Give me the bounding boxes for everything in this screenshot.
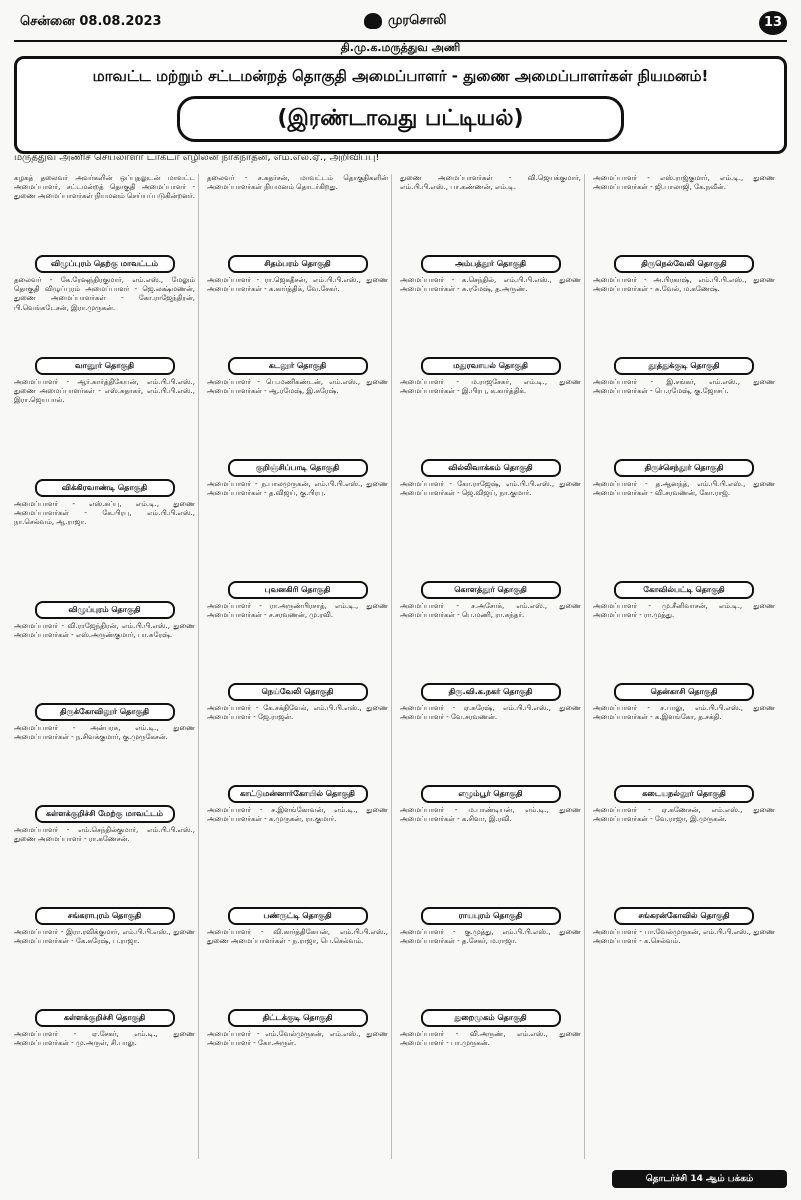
section-heading: குறிஞ்சிப்பாடி தொகுதி <box>228 459 368 477</box>
story-kicker: தி.மு.க.மருத்துவ அணி <box>340 41 461 54</box>
section-heading: கோவில்பட்டி தொகுதி <box>614 581 754 599</box>
section-body: அமைப்பாளர் - ரா.அருண்பிரசாத், எம்.டி., துணை அமைப்பாளர்கள் - ச.சரவணன், மு.ரவி. <box>207 602 388 620</box>
section-body: அமைப்பாளர் - க.செந்தில், எம்.பி.பி.எஸ்., துணை அமைப்பாளர்கள் - சு.ரமேஷ், த.அருண். <box>400 276 581 294</box>
section-body: அமைப்பாளர் - ஏ.சுரேஷ், எம்.பி.பி.எஸ்., துணை அமைப்பாளர் - வே.சரவணன். <box>400 704 581 722</box>
headline-line-2: (இரண்டாவது பட்டியல்) <box>177 96 624 142</box>
section-body: அமைப்பாளர் - வி.அருண், எம்.எஸ்., துணை அமைப்பாளர் - பா.முருகன். <box>400 1030 581 1048</box>
headline-line-1: மாவட்ட மற்றும் சட்டமன்றத் தொகுதி அமைப்பாளர் - துணை அமைப்பாளர்கள் நியமனம்! <box>92 67 709 85</box>
masthead-text: முரசொலி <box>388 13 447 28</box>
section-body: அமைப்பாளர் - ச.இளங்கோவன், எம்.டி., துணை அமைப்பாளர்கள் - க.முருகன், ரா.குமார். <box>207 806 388 824</box>
section-body: தலைவர் - கே.ரேஷந்திரகுமார், எம்.எஸ்., மேலும் தொகுதி விழுப்புரம் அமைப்பாளர் - ஜெ.லக்ஷ்மணன், துணை அமைப்பாளர்கள் - கோ.ராஜேந்திரன், பி.வெங்கடேசன், இரா.முருகன். <box>14 276 195 312</box>
section-heading: சங்கரன்கோவில் தொகுதி <box>614 907 754 925</box>
section-heading: திரு.வி.க.நகர் தொகுதி <box>421 683 561 701</box>
section-body: தலைவர் - ச.சுதர்சன், மாவட்டம் தொகுதிகளின் அமைப்பாளர்கள் நியமனம் தொடர்கிறது. <box>207 174 388 192</box>
page-header <box>14 8 787 42</box>
section-heading: துறைமுகம் தொகுதி <box>421 1009 561 1027</box>
section-body: அமைப்பாளர் - த.ஆனந்த், எம்.பி.பி.எஸ்., துணை அமைப்பாளர்கள் - வி.சரவணன், கோ.ராஜ். <box>593 480 775 498</box>
section-heading: ராயபுரம் தொகுதி <box>421 907 561 925</box>
section-heading: திட்டக்குடி தொகுதி <box>228 1009 368 1027</box>
section-heading: கடையநல்லூர் தொகுதி <box>614 785 754 803</box>
section-body: அமைப்பாளர் - ஏ.கணேசன், எம்.எஸ்., துணை அமைப்பாளர்கள் - வே.ராஜா, இ.முருகன். <box>593 806 775 824</box>
section-heading: வில்லிவாக்கம் தொகுதி <box>421 459 561 477</box>
intro-paragraph: கழகத் தலைவர் அவர்களின் ஒப்புதலுடன் மாவட்ட அமைப்பாளர், சட்டமன்றத் தொகுதி அமைப்பாளர் - துணை அமைப்பாளர்கள் நியமனம் செய்யப்படுகின்றனர். <box>14 174 195 201</box>
section-heading: சங்கராபுரம் தொகுதி <box>35 907 175 925</box>
section-heading: வானூர் தொகுதி <box>35 357 175 375</box>
section-body: அமைப்பாளர் - அ.பிரகாஷ், எம்.பி.பி.எஸ்., துணை அமைப்பாளர்கள் - சு.வேல், ம.கணேஷ். <box>593 276 775 294</box>
section-heading: எழும்பூர் தொகுதி <box>421 785 561 803</box>
column-4 <box>593 174 778 1159</box>
section-heading: கடலூர் தொகுதி <box>228 357 368 375</box>
section-body: அமைப்பாளர் - எம்.செந்தில்குமார், எம்.பி.பி.எஸ்., துணை அமைப்பாளர் - ரா.கணேசன். <box>14 826 195 844</box>
section-heading: சிதம்பரம் தொகுதி <box>228 255 368 273</box>
section-body: அமைப்பாளர் - ஏ.சேகர், எம்.டி., துணை அமைப்பாளர்கள் - மு.அருள், சி.பாலு. <box>14 1030 195 1048</box>
section-body: அமைப்பாளர் - ரா.ஜெகதீசன், எம்.பி.பி.எஸ்., துணை அமைப்பாளர்கள் - க.கார்த்திக், வே.சேகர். <box>207 276 388 294</box>
section-heading: நெய்வேலி தொகுதி <box>228 683 368 701</box>
article-columns <box>14 174 787 1159</box>
page-number: 13 <box>759 11 787 35</box>
masthead-logo-icon <box>364 13 382 29</box>
section-body: அமைப்பாளர் - கே.சக்திவேல், எம்.பி.பி.எஸ்., துணை அமைப்பாளர் - ஜே.ராஜன். <box>207 704 388 722</box>
section-body: அமைப்பாளர் - இ.சங்கர், எம்.எஸ்., துணை அமைப்பாளர்கள் - பெ.ரமேஷ், கு.ஜோசப். <box>593 378 775 396</box>
section-heading: புவனகிரி தொகுதி <box>228 581 368 599</box>
section-body: துணை அமைப்பாளர்கள் - வி.ஜெயக்குமார், எம்.பி.பி.எஸ்., பா.கண்ணன், எம்.டி. <box>400 174 581 192</box>
continue-notice: தொடர்ச்சி 14 ஆம் பக்கம் <box>612 1170 787 1188</box>
section-heading: பண்ருட்டி தொகுதி <box>228 907 368 925</box>
section-body: அமைப்பாளர் - ஆர்.கார்த்திகேயன், எம்.பி.பி.எஸ்., துணை அமைப்பாளர்கள் - எஸ்.சுதாகர், எம்.பி.பி.எஸ்., இரா.ஜெயபால். <box>14 378 195 405</box>
section-body: அமைப்பாளர் - வி.கார்த்திகேயன், எம்.பி.பி.எஸ்., துணை அமைப்பாளர்கள் - ந.ராஜா, பெ.செல்வம். <box>207 928 388 946</box>
masthead <box>364 13 447 29</box>
section-heading: மதுரவாயல் தொகுதி <box>421 357 561 375</box>
section-heading: காட்டுமன்னார்கோயில் தொகுதி <box>228 785 368 803</box>
section-body: அமைப்பாளர் - எஸ்.ராஜ்குமார், எம்.டி., துணை அமைப்பாளர்கள் - ஜி.பாலாஜி, கே.நவீன். <box>593 174 775 192</box>
section-body: அமைப்பாளர் - பா.வேல்முருகன், எம்.பி.பி.எஸ்., துணை அமைப்பாளர் - க.செல்வம். <box>593 928 775 946</box>
column-3 <box>400 174 585 1159</box>
section-body: அமைப்பாளர் - எம்.வேல்முருகன், எம்.எஸ்., துணை அமைப்பாளர் - கோ.அருள். <box>207 1030 388 1048</box>
section-body: அமைப்பாளர் - வி.ராஜேந்திரன், எம்.பி.பி.எஸ்., துணை அமைப்பாளர்கள் - எஸ்.அருண்குமார், பா.சுரேஷ். <box>14 622 195 640</box>
date-city: சென்னை 08.08.2023 <box>20 14 162 29</box>
section-heading: கள்ளக்குறிச்சி தொகுதி <box>35 1009 175 1027</box>
section-body: அமைப்பாளர் - இரா.ரவிக்குமார், எம்.பி.பி.எஸ்., துணை அமைப்பாளர்கள் - கே.சுரேஷ், ப.ராஜா. <box>14 928 195 946</box>
column-1 <box>14 174 199 1159</box>
section-heading: தூத்துக்குடி தொகுதி <box>614 357 754 375</box>
section-body: அமைப்பாளர் - ம.பாண்டியன், எம்.டி., துணை அமைப்பாளர்கள் - க.சிவா, இ.ரவி. <box>400 806 581 824</box>
section-heading: தென்காசி தொகுதி <box>614 683 754 701</box>
section-body: அமைப்பாளர் - ம.ராஜசேகர், எம்.டி., துணை அமைப்பாளர்கள் - இ.பிரபு, க.கார்த்திக். <box>400 378 581 396</box>
section-body: அமைப்பாளர் - ச.பாலு, எம்.பி.பி.எஸ்., துணை அமைப்பாளர்கள் - க.இளங்கோ, த.சக்தி. <box>593 704 775 722</box>
section-body: அமைப்பாளர் - ந.பாலமுருகன், எம்.பி.பி.எஸ்., துணை அமைப்பாளர்கள் - த.விஜய், கு.பிரபு. <box>207 480 388 498</box>
section-heading: விழுப்புரம் தொகுதி <box>35 601 175 619</box>
section-heading: கொளத்தூர் தொகுதி <box>421 581 561 599</box>
section-body: அமைப்பாளர் - கோ.ராஜேஷ், எம்.பி.பி.எஸ்., துணை அமைப்பாளர்கள் - ஜெ.விஜய், நா.குமார். <box>400 480 581 498</box>
section-heading: விழுப்புரம் தெற்கு மாவட்டம் <box>35 255 175 273</box>
section-heading: திருக்கோவிலூர் தொகுதி <box>35 703 175 721</box>
section-heading: திருச்செந்தூர் தொகுதி <box>614 459 754 477</box>
section-body: அமைப்பாளர் - எஸ்.சுப்பு, எம்.டி., துணை அமைப்பாளர்கள் - கே.பிரபு, எம்.பி.பி.எஸ்., நா.செல்வம், ஆ.ராஜா. <box>14 500 195 527</box>
section-heading: திருநெல்வேலி தொகுதி <box>614 255 754 273</box>
headline-box <box>14 56 787 154</box>
section-heading: கள்ளக்குறிச்சி மேற்கு மாவட்டம் <box>35 805 175 823</box>
section-heading: விக்கிரவாண்டி தொகுதி <box>35 479 175 497</box>
section-body: அமைப்பாளர் - ச.அசோக், எம்.எஸ்., துணை அமைப்பாளர்கள் - பெ.மணி, ரா.சுந்தர். <box>400 602 581 620</box>
section-heading: அம்பத்தூர் தொகுதி <box>421 255 561 273</box>
section-body: அமைப்பாளர் - கு.முத்து, எம்.பி.பி.எஸ்., துணை அமைப்பாளர்கள் - த.சேகர், ம.ராஜா. <box>400 928 581 946</box>
section-body: அமைப்பாளர் - மு.சீனிவாசன், எம்.டி., துணை அமைப்பாளர் - ரா.முத்து. <box>593 602 775 620</box>
headline-subtitle: மருத்துவ அணிச் செயலாளர் டாக்டர் எழிலன் நாகநாதன், எம்.எல்.ஏ., அறிவிப்பு! <box>14 152 380 163</box>
section-body: அமைப்பாளர் - அன்பரசு, எம்.டி., துணை அமைப்பாளர்கள் - ந.சிவக்குமார், கு.முருகேசன். <box>14 724 195 742</box>
section-body: அமைப்பாளர் - பெ.மணிகண்டன், எம்.எஸ்., துணை அமைப்பாளர்கள் - ஆ.ரமேஷ், இ.சுரேஷ். <box>207 378 388 396</box>
column-2 <box>207 174 392 1159</box>
